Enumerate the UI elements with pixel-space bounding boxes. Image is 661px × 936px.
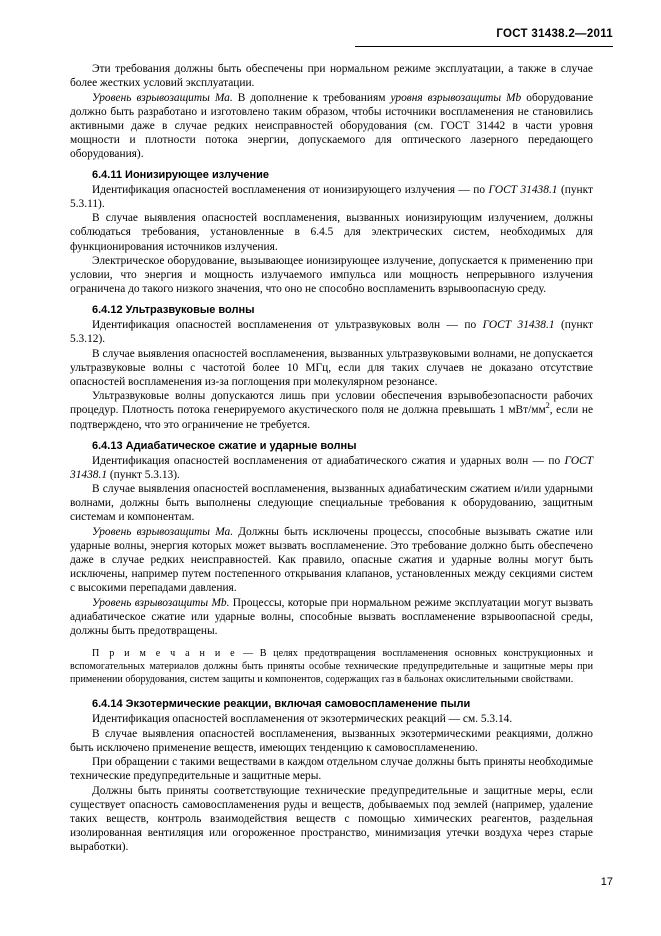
text-adiabatic-ma: Должны быть исключены процессы, способные вызывать сжатие или ударные волны, энергия которых может вызвать воспламенение. Это требование должно быть обеспечено даже в случае редких неисправностей. Как правило, опасные сжатия и ударные волны могут быть исключены, например путем постепенного открывания клапанов, установленных между секциями систем с высокими перепадами давления.: [70, 525, 593, 594]
paragraph-ultrasonic-frequency: В случае выявления опасностей воспламенения, вызванных ультразвуковыми волнами, не допускается ультразвуковые волны с частотой более 10 МГц, если для таких случаев не доказано отсутствие опасностей воспламенения из-за поглощения при молекулярном резонансе.: [70, 347, 593, 388]
heading-6-4-11: 6.4.11 Ионизирующее излучение: [92, 168, 270, 181]
text-ultrasonic-power-b: , если не подтверждено, что это ограничение не требуется.: [70, 404, 593, 431]
note-label: П р и м е ч а н и е: [92, 647, 237, 659]
text-ultrasonic-b: (пункт 5.3.12).: [70, 319, 594, 346]
paragraph-ionizing-electrical: Электрическое оборудование, вызывающее ионизирующее излучение, допускается к применению при условии, что энергия и мощность излучаемого импульса или мощность непрерывного излучения ограничена до такого низкого значения, что оно не способно воспламенить взрывоопасную среду.: [70, 255, 593, 296]
note-text: — В целях предотвращения воспламенения основных конструкционных и вспомогательных материалов должны быть приняты особые технические предупредительные и защитные меры при применении оборудования, систем защиты и компонентов, содержащих газ в бальонах окислительными свойствами.: [70, 647, 593, 686]
term-protection-level-mb: уровня взрывозащиты Mb: [390, 91, 522, 104]
note-block: [70, 647, 593, 687]
paragraph-intro: Эти требования должны быть обеспечены при нормальном режиме эксплуатации, а также в случае более жестких условий эксплуатации.: [70, 63, 593, 90]
header-divider: [355, 46, 613, 47]
heading-6-4-12: 6.4.12 Ультразвуковые волны: [92, 304, 255, 317]
paragraph-exothermic-identification: Идентификация опасностей воспламенения от экзотермических реакций — см. 5.3.14.: [92, 713, 513, 726]
paragraph-adiabatic-identification: [70, 454, 593, 482]
superscript-square: 2: [545, 401, 550, 411]
paragraph-ultrasonic-identification: [70, 318, 593, 346]
text-ultrasonic-power-a: Ультразвуковые волны допускаются лишь при условии обеспечения взрывобезопасности рабочих процедур. Плотность потока генерируемого акустического поля не должна превышать 1 мВт/мм: [70, 390, 593, 417]
page-number: 17: [600, 876, 613, 888]
paragraph-adiabatic-requirements: В случае выявления опасностей воспламенения, вызванных адиабатическим сжатием и/или ударными волнами, должны быть выполнены следующие специальные требования к оборудованию, защитным системам и компонентам.: [70, 483, 593, 524]
text-adiabatic-mb: Процессы, которые при нормальном режиме эксплуатации могут вызвать адиабатическое сжатие или ударные волны, способные вызвать воспламенение взрывоопасной среды, должны быть предотвращены.: [70, 596, 593, 637]
page-header-standard-id: ГОСТ 31438.2—2011: [496, 28, 613, 40]
heading-6-4-14: 6.4.14 Экзотермические реакции, включая самовоспламенение пыли: [92, 698, 471, 711]
paragraph-exothermic-handling: При обращении с такими веществами в каждом отдельном случае должны быть приняты необходимые технические предупредительные и защитные меры.: [70, 756, 593, 783]
reference-gost-31438-1-b: ГОСТ 31438.1: [482, 319, 555, 332]
term-protection-level-ma-2: Уровень взрывозащиты Ма.: [92, 525, 234, 538]
paragraph-exothermic-requirements: В случае выявления опасностей воспламенения, вызванных экзотермическими реакциями, должно быть исключено применение веществ, имеющих тенденцию к самовоспламенению.: [70, 727, 593, 754]
paragraph-ma-rest: оборудование должно быть разработано и изготовлено таким образом, чтобы источники воспламенения не становились активными даже в случае редких неисправностей оборудования (см. ГОСТ 31442 в части уровня мощности и плотности потока энергии, допускаемого для оптического лазерного передающего оборудования).: [70, 91, 594, 160]
heading-6-4-13: 6.4.13 Адиабатическое сжатие и ударные волны: [92, 439, 357, 452]
paragraph-ionizing-requirements: В случае выявления опасностей воспламенения, вызванных ионизирующим излучением, должны соблюдаться требования, установленные в 6.4.5 для электрических систем, необходимых для функционирования источников излучения.: [70, 212, 593, 253]
page-content: [70, 62, 593, 855]
paragraph-ma-text: В дополнение к требованиям: [232, 91, 391, 104]
paragraph-ultrasonic-power: [70, 389, 593, 431]
paragraph-exothermic-measures: Должны быть приняты соответствующие технические предупредительные и защитные меры, если существует опасность самовоспламенения руды и веществ, добываемых под землей (например, удаление таких веществ, контроль взаимодействия веществ с помощью химических реагентов, раздельная изолированная вентиляция или огороженное пространство, минимизация утечки воздуха через старые выработки).: [70, 785, 593, 854]
paragraph-adiabatic-mb: [70, 596, 593, 638]
paragraph-protection-level-ma: [70, 91, 593, 161]
reference-gost-31438-1-a: ГОСТ 31438.1: [488, 183, 558, 196]
term-protection-level-ma: Уровень взрывозащиты Ма.: [92, 91, 233, 104]
text-ionizing-b: (пункт 5.3.11).: [70, 183, 593, 210]
text-adiabatic-b: (пункт 5.3.13).: [107, 468, 180, 481]
reference-gost-31438-1-c: ГОСТ 31438.1: [70, 454, 593, 481]
term-protection-level-mb-2: Уровень взрывозащиты Mb.: [92, 596, 230, 609]
text-ultrasonic-a: Идентификация опасностей воспламенения от ультразвуковых волн — по: [92, 319, 483, 332]
paragraph-adiabatic-ma: [70, 525, 593, 595]
text-ionizing-a: Идентификация опасностей воспламенения от ионизирующего излучения — по: [92, 183, 489, 196]
text-adiabatic-a: Идентификация опасностей воспламенения от адиабатического сжатия и ударных волн — по: [92, 454, 565, 467]
paragraph-ionizing-identification: [70, 183, 593, 211]
